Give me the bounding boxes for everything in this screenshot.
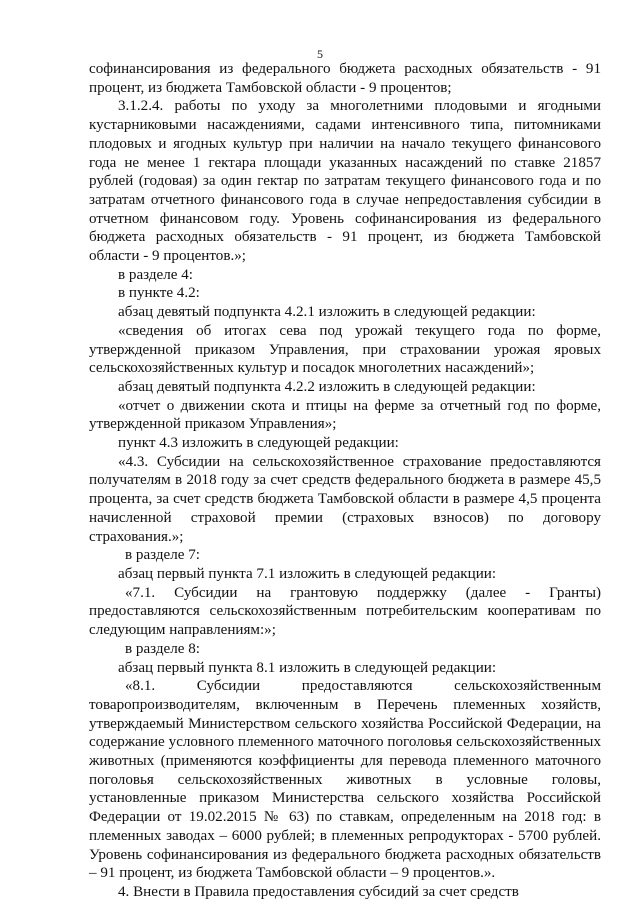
paragraph: абзац первый пункта 8.1 изложить в следующей редакции:: [118, 659, 497, 676]
paragraph: «4.3. Субсидии на сельскохозяйственное страхование предоставляются получателям в 2018 году за счет средств федерального бюджета в размере 45,5 процента, за счет средств бюджета Тамбовской области в размере 4,5 процента начисленной страховой премии (страховых взносов) по договору страхования.»;: [89, 453, 601, 545]
paragraph: абзац первый пункта 7.1 изложить в следующей редакции:: [118, 565, 497, 582]
paragraph: софинансирования из федерального бюджета расходных обязательств - 91 процент, из бюджета Тамбовской области - 9 процентов;: [89, 61, 601, 96]
paragraph: в разделе 7:: [125, 547, 200, 564]
document-body: [89, 60, 601, 902]
paragraph: «отчет о движении скота и птицы на ферме за отчетный год по форме, утвержденной приказом Управления»;: [89, 397, 601, 433]
paragraph: в разделе 4:: [118, 266, 193, 283]
paragraph: 3.1.2.4. работы по уходу за многолетними плодовыми и ягодными кустарниковыми насаждениями, садами интенсивного типа, питомниками плодовых и ягодных культур при наличии на начало текущего финансового года не менее 1 гектара площади указанных насаждений по ставке 21857 рублей (годовая) за один гектар по затратам текущего финансового года и по затратам отчетного финансового года в случае непредоставления субсидии в отчетном финансовом году. Уровень софинансирования из федерального бюджета расходных обязательств - 91 процент, из бюджета Тамбовской области - 9 процентов.»;: [89, 98, 601, 265]
paragraph: в пункте 4.2:: [118, 285, 200, 302]
paragraph: «7.1. Субсидии на грантовую поддержку (далее - Гранты) предоставляются сельскохозяйственным потребительским кооперативам по следующим направлениям:»;: [89, 584, 601, 639]
paragraph: 4. Внести в Правила предоставления субсидий за счет средств: [118, 883, 519, 900]
paragraph: в разделе 8:: [125, 640, 200, 657]
paragraph: абзац девятый подпункта 4.2.1 изложить в следующей редакции:: [118, 304, 536, 321]
paragraph: пункт 4.3 изложить в следующей редакции:: [118, 435, 399, 452]
paragraph: «8.1. Субсидии предоставляются сельскохозяйственным товаропроизводителям, включенным в Перечень племенных хозяйств, утверждаемый Министерством сельского хозяйства Российской Федерации, на содержание условного племенного маточного поголовья сельскохозяйственных животных (применяются коэффициенты для перевода племенного маточного поголовья сельскохозяйственных животных в условные головы, установленные приказом Министерства сельского хозяйства Российской Федерации от 19.02.2015 № 63) по ставкам, определенным на 2018 год: в племенных заводах – 6000 рублей; в племенных репродукторах - 5700 рублей. Уровень софинансирования из федерального бюджета расходных обязательств – 91 процент, из бюджета Тамбовской области – 9 процентов.».: [89, 678, 601, 882]
paragraph: абзац девятый подпункта 4.2.2 изложить в следующей редакции:: [118, 378, 536, 395]
paragraph: «сведения об итогах сева под урожай текущего года по форме, утвержденной приказом Управления, при страховании урожая яровых сельскохозяйственных культур и посадок многолетних насаждений»;: [89, 322, 601, 377]
page-number: 5: [317, 47, 323, 61]
